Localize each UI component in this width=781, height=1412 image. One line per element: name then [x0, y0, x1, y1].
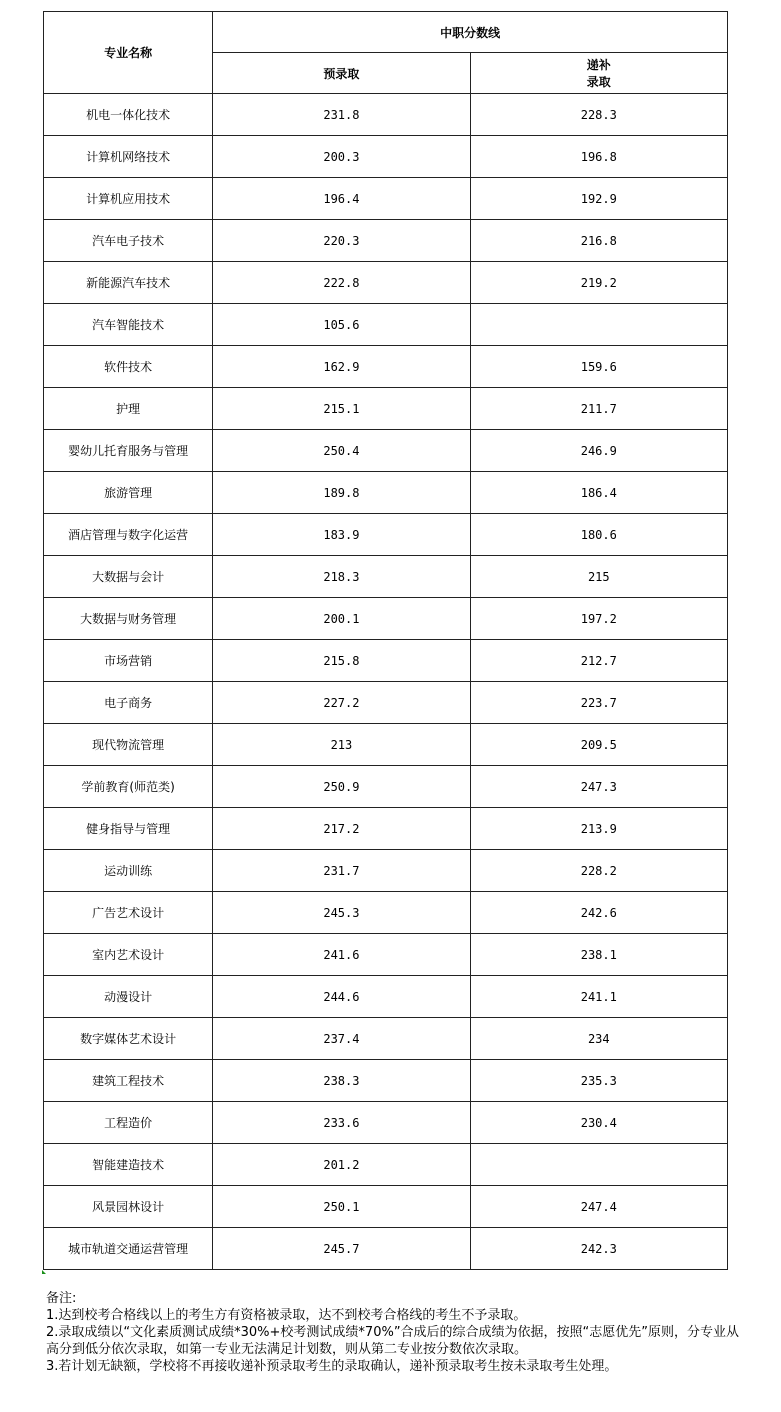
major-name-cell: 健身指导与管理 [44, 808, 213, 850]
supplementary-score-cell: 159.6 [470, 346, 727, 388]
pre-admission-score-cell: 220.3 [213, 220, 470, 262]
supplementary-score-cell: 230.4 [470, 1102, 727, 1144]
major-name-cell: 新能源汽车技术 [44, 262, 213, 304]
table-row [44, 514, 728, 556]
pre-admission-score-cell: 215.1 [213, 388, 470, 430]
table-row [44, 1060, 728, 1102]
note-item-3: 3.若计划无缺额，学校将不再接收递补预录取考生的录取确认，递补预录取考生按未录取考生处理。 [46, 1359, 618, 1374]
major-name-cell: 现代物流管理 [44, 724, 213, 766]
major-name-cell: 汽车智能技术 [44, 304, 213, 346]
table-row [44, 850, 728, 892]
pre-admission-score-cell: 105.6 [213, 304, 470, 346]
major-name-cell: 酒店管理与数字化运营 [44, 514, 213, 556]
major-name-cell: 工程造价 [44, 1102, 213, 1144]
major-name-cell: 运动训练 [44, 850, 213, 892]
supplementary-score-cell: 196.8 [470, 136, 727, 178]
corner-marker-icon [42, 1270, 46, 1274]
table-row [44, 598, 728, 640]
major-name-cell: 城市轨道交通运营管理 [44, 1228, 213, 1270]
major-name-cell: 大数据与财务管理 [44, 598, 213, 640]
table-row [44, 136, 728, 178]
table-row [44, 808, 728, 850]
header-score-group: 中职分数线 [213, 12, 728, 53]
major-name-cell: 动漫设计 [44, 976, 213, 1018]
supplementary-score-cell: 241.1 [470, 976, 727, 1018]
pre-admission-score-cell: 162.9 [213, 346, 470, 388]
supplementary-score-cell: 228.3 [470, 94, 727, 136]
pre-admission-score-cell: 238.3 [213, 1060, 470, 1102]
major-name-cell: 大数据与会计 [44, 556, 213, 598]
pre-admission-score-cell: 245.7 [213, 1228, 470, 1270]
supplementary-score-cell: 228.2 [470, 850, 727, 892]
pre-admission-score-cell: 222.8 [213, 262, 470, 304]
supplementary-score-cell: 234 [470, 1018, 727, 1060]
major-name-cell: 智能建造技术 [44, 1144, 213, 1186]
major-name-cell: 汽车电子技术 [44, 220, 213, 262]
supplementary-score-cell: 238.1 [470, 934, 727, 976]
supplementary-score-cell [470, 304, 727, 346]
table-row [44, 934, 728, 976]
major-name-cell: 建筑工程技术 [44, 1060, 213, 1102]
table-row [44, 262, 728, 304]
table-row [44, 556, 728, 598]
major-name-cell: 机电一体化技术 [44, 94, 213, 136]
pre-admission-score-cell: 218.3 [213, 556, 470, 598]
table-row [44, 766, 728, 808]
major-name-cell: 风景园林设计 [44, 1186, 213, 1228]
major-name-cell: 广告艺术设计 [44, 892, 213, 934]
major-name-cell: 学前教育(师范类) [44, 766, 213, 808]
major-name-cell: 旅游管理 [44, 472, 213, 514]
supplementary-score-cell: 186.4 [470, 472, 727, 514]
supplementary-score-cell: 212.7 [470, 640, 727, 682]
supplementary-score-cell: 216.8 [470, 220, 727, 262]
pre-admission-score-cell: 200.1 [213, 598, 470, 640]
table-row [44, 724, 728, 766]
supplementary-score-cell: 247.4 [470, 1186, 727, 1228]
header-major-name: 专业名称 [44, 12, 213, 94]
pre-admission-score-cell: 233.6 [213, 1102, 470, 1144]
table-row [44, 430, 728, 472]
pre-admission-score-cell: 183.9 [213, 514, 470, 556]
note-item-1: 1.达到校考合格线以上的考生方有资格被录取，达不到校考合格线的考生不予录取。 [46, 1308, 527, 1323]
supplementary-score-cell: 235.3 [470, 1060, 727, 1102]
pre-admission-score-cell: 189.8 [213, 472, 470, 514]
major-name-cell: 护理 [44, 388, 213, 430]
supplementary-score-cell: 219.2 [470, 262, 727, 304]
pre-admission-score-cell: 237.4 [213, 1018, 470, 1060]
table-row [44, 220, 728, 262]
table-row [44, 1186, 728, 1228]
table-row [44, 472, 728, 514]
table-row [44, 640, 728, 682]
header-supplementary-line2: 录取 [586, 75, 611, 89]
pre-admission-score-cell: 241.6 [213, 934, 470, 976]
pre-admission-score-cell: 250.9 [213, 766, 470, 808]
pre-admission-score-cell: 250.1 [213, 1186, 470, 1228]
supplementary-score-cell: 209.5 [470, 724, 727, 766]
major-name-cell: 计算机应用技术 [44, 178, 213, 220]
major-name-cell: 室内艺术设计 [44, 934, 213, 976]
supplementary-score-cell: 215 [470, 556, 727, 598]
pre-admission-score-cell: 196.4 [213, 178, 470, 220]
table-row [44, 1228, 728, 1270]
pre-admission-score-cell: 217.2 [213, 808, 470, 850]
note-item-2: 2.录取成绩以“文化素质测试成绩*30%+校考测试成绩*70%”合成后的综合成绩为依据，按照“志愿优先”原则，分专业从高分到低分依次录取，如第一专业无法满足计划数，则从第二专业按分数依次录取。 [46, 1325, 740, 1357]
pre-admission-score-cell: 250.4 [213, 430, 470, 472]
major-name-cell: 软件技术 [44, 346, 213, 388]
pre-admission-score-cell: 231.7 [213, 850, 470, 892]
table-row [44, 976, 728, 1018]
supplementary-score-cell [470, 1144, 727, 1186]
pre-admission-score-cell: 201.2 [213, 1144, 470, 1186]
header-pre-admission: 预录取 [213, 53, 470, 94]
notes-section [46, 1290, 746, 1375]
supplementary-score-cell: 242.3 [470, 1228, 727, 1270]
major-name-cell: 计算机网络技术 [44, 136, 213, 178]
table-row [44, 892, 728, 934]
pre-admission-score-cell: 215.8 [213, 640, 470, 682]
pre-admission-score-cell: 231.8 [213, 94, 470, 136]
supplementary-score-cell: 211.7 [470, 388, 727, 430]
table-row [44, 304, 728, 346]
table-row [44, 682, 728, 724]
pre-admission-score-cell: 213 [213, 724, 470, 766]
score-table [43, 11, 728, 1270]
notes-title: 备注: [46, 1291, 77, 1306]
supplementary-score-cell: 246.9 [470, 430, 727, 472]
major-name-cell: 数字媒体艺术设计 [44, 1018, 213, 1060]
major-name-cell: 婴幼儿托育服务与管理 [44, 430, 213, 472]
table-row [44, 1144, 728, 1186]
table-row [44, 1018, 728, 1060]
supplementary-score-cell: 247.3 [470, 766, 727, 808]
supplementary-score-cell: 213.9 [470, 808, 727, 850]
table-row [44, 178, 728, 220]
supplementary-score-cell: 242.6 [470, 892, 727, 934]
header-supplementary-admission [470, 53, 727, 94]
header-supplementary-line1: 递补 [586, 58, 611, 72]
pre-admission-score-cell: 244.6 [213, 976, 470, 1018]
table-row [44, 346, 728, 388]
table-row [44, 388, 728, 430]
pre-admission-score-cell: 245.3 [213, 892, 470, 934]
supplementary-score-cell: 192.9 [470, 178, 727, 220]
major-name-cell: 市场营销 [44, 640, 213, 682]
score-table-container [43, 11, 728, 1270]
table-row [44, 1102, 728, 1144]
pre-admission-score-cell: 227.2 [213, 682, 470, 724]
supplementary-score-cell: 223.7 [470, 682, 727, 724]
supplementary-score-cell: 197.2 [470, 598, 727, 640]
supplementary-score-cell: 180.6 [470, 514, 727, 556]
major-name-cell: 电子商务 [44, 682, 213, 724]
pre-admission-score-cell: 200.3 [213, 136, 470, 178]
table-row [44, 94, 728, 136]
